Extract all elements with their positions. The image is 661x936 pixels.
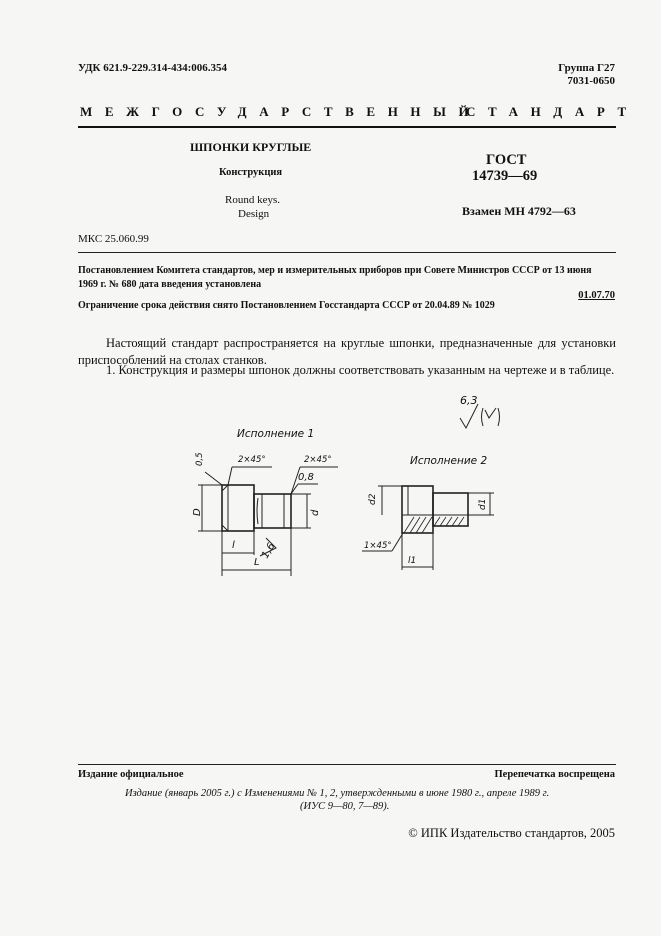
subtitle-english: Design [238,208,270,220]
chamfer-v2-label: 1×45° [364,541,392,551]
diameter-d1-label: d1 [478,498,488,510]
length-l-label: l [232,540,235,551]
copyright: © ИПК Издательство стандартов, 2005 [408,826,615,840]
replaces-note: Взамен МН 4792—63 [462,204,576,218]
title-english: Round keys. [225,194,280,206]
roughness-check-icon [460,404,478,428]
chamfer-head-label: 2×45° [238,455,266,465]
udk-code: УДК 621.9-229.314-434:006.354 [78,62,227,74]
standard-subtitle: Конструкция [219,167,283,178]
diameter-d-label: d [310,509,321,516]
official-edition: Издание официальное [78,769,184,780]
variant-2-drawing [362,486,494,570]
edition-line-2: (ИУС 9—80, 7—89). [300,801,390,812]
variant-1-label: Исполнение 1 [237,428,315,440]
decree-line-2: 1969 г. № 680 дата введения установлена [78,279,262,290]
okp-code: 7031-0650 [567,75,615,87]
footer-rule [78,764,616,765]
chamfer-shank-label: 2×45° [304,455,332,465]
intro-paragraph: Настоящий стандарт распространяется на круглые шпонки, предназначенные для установки приспособлений на столах станков. [78,336,616,367]
length-l1-label: l1 [408,556,417,566]
roughness-bracket-label [481,407,499,422]
clause-1: 1. Конструкция и размеры шпонок должны соответствовать указанным на чертеже и в таблице. [106,363,615,377]
roughness-value: 6,3 [460,394,478,407]
limit-note: Ограничение срока действия снято Постановлением Госстандарта СССР от 20.04.89 № 1029 [78,300,495,311]
edition-line-1: Издание (январь 2005 г.) с Изменениями № 1, 2, утвержденными в июне 1980 г., апреле 1989 г. [125,788,550,799]
banner-interstate: МЕЖГОСУДАРСТВЕННЫЙ [80,104,482,119]
decree-line-1: Постановлением Комитета стандартов, мер и измерительных приборов при Совете Министров СССР от 13 июня [78,265,592,276]
gost-number: 14739—69 [472,168,538,184]
roughness-08-label: 0,8 [298,472,314,483]
variant-2-label: Исполнение 2 [410,455,488,467]
mks-code: МКС 25.060.99 [78,233,149,245]
gost-label: ГОСТ [486,152,527,168]
standard-title: ШПОНКИ КРУГЛЫЕ [190,140,312,154]
radius-05-label: 0,5 [195,452,205,466]
roughness-16-label: 1,6 [260,541,278,561]
group-code: Группа Г27 [558,62,615,74]
diameter-D-label: D [192,508,203,516]
diameter-d2-label: d2 [368,493,378,505]
banner-standard: СТАНДАРТ [466,104,639,119]
length-L-label: L [254,557,260,568]
introduction-date: 01.07.70 [578,290,615,301]
reprint-prohibited: Перепечатка воспрещена [494,769,615,780]
